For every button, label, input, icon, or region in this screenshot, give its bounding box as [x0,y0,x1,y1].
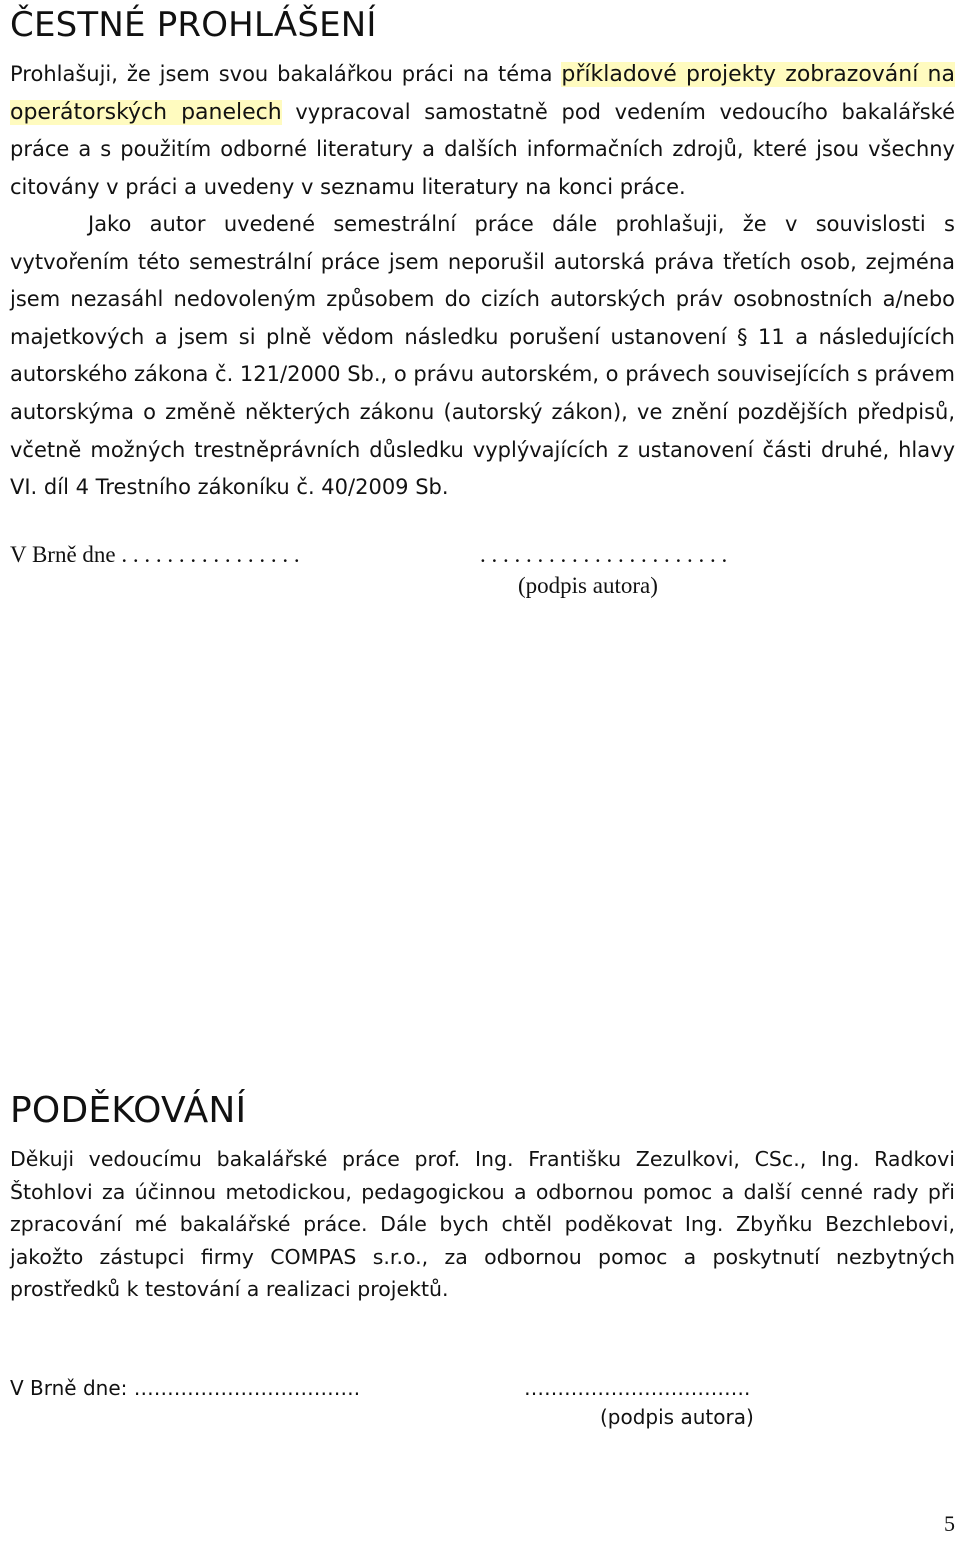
acknowledgement-place-date: V Brně dne: ……………………………. [10,1376,361,1400]
declaration-place-date: V Brně dne . . . . . . . . . . . . . . . . [10,542,300,567]
declaration-paragraph-1 [10,56,955,206]
declaration-signature-caption: (podpis autora) [518,573,658,598]
thesis-topic-highlight: příkladové projekty zobrazování na operátorských panelech [10,62,955,125]
declaration-paragraph-2: Jako autor uvedené semestrální práce dále prohlašuji, že v souvislosti s vytvořením této semestrální práce jsem neporušil autorská práva třetích osob, zejména jsem nezasáhl nedovoleným způsobem do cizích autorských práv osobnostních a/nebo majetkových a jsem si plně vědom následku porušení ustanovení § 11 a následujících autorského zákona č. 121/2000 Sb., o právu autorském, o právech souvisejících s právem autorskýma o změně některých zákonu (autorský zákon), ve znění pozdějších předpisů, včetně možných trestněprávních důsledku vyplývajících z ustanovení části druhé, hlavy VI. díl 4 Trestního zákoníku č. 40/2009 Sb. [10,212,955,500]
declaration-signature-line: . . . . . . . . . . . . . . . . . . . . . . [480,542,728,567]
acknowledgement-signature-line: ……………………………. [524,1376,751,1400]
acknowledgement-title: PODĚKOVÁNÍ [10,1090,247,1131]
acknowledgement-signature-caption: (podpis autora) [600,1405,754,1429]
declaration-title: ČESTNÉ PROHLÁŠENÍ [10,5,377,45]
declaration-p1-before: Prohlašuji, že jsem svou bakalářkou práci na téma [10,62,562,86]
page-number: 5 [944,1511,955,1536]
declaration-p1-after: vypracoval samostatně pod vedením vedoucího bakalářské práce a s použitím odborné literatury a dalších informačních zdrojů, které jsou všechny citovány v práci a uvedeny v seznamu literatury na konci práce. [10,99,956,199]
acknowledgement-paragraph: Děkuji vedoucímu bakalářské práce prof. Ing. Františku Zezulkovi, CSc., Ing. Radkovi Štohlovi za účinnou metodickou, pedagogickou a odbornou pomoc a další cenné rady při zpracování mé bakalářské práce. Dále bych chtěl poděkovat Ing. Zbyňku Bezchlebovi, jakožto zástupci firmy COMPAS s.r.o., za odbornou pomoc a poskytnutí nezbytných prostředků k testování a realizaci projektů. [10,1147,955,1302]
